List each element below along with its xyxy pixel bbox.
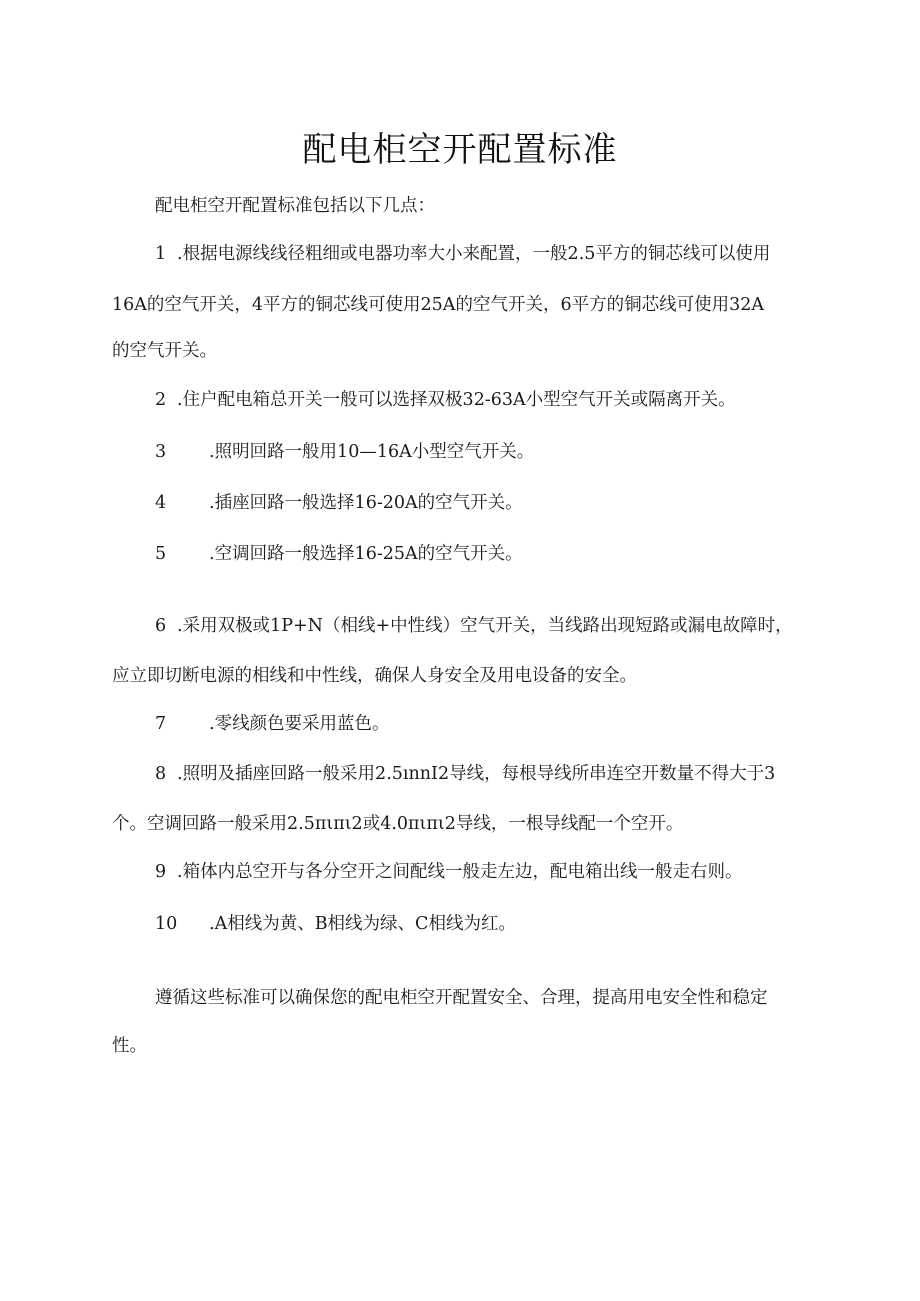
page-title: 配电柜空开配置标准: [302, 130, 618, 170]
list-item-5: [155, 541, 523, 567]
item-text: .插座回路一般选择16-20A的空气开关。: [209, 493, 523, 513]
item-text: .零线颜色要采用蓝色。: [209, 714, 390, 734]
item-text: .A相线为黄、B相线为绿、C相线为红。: [209, 914, 516, 934]
list-item-8: [155, 761, 775, 787]
item-number: 9: [155, 862, 167, 882]
item-8-continuation: 个。空调回路一般采用2.5πιπι2或4.0πιπι2导线，一根导线配一个空开。: [112, 814, 684, 834]
list-item-7: [155, 711, 390, 737]
list-item-9: [155, 859, 743, 885]
item-text: .照明回路一般用10—16A小型空气开关。: [209, 442, 535, 462]
list-item-1: [155, 241, 770, 267]
item-text: .住户配电箱总开关一般可以选择双极32-63A小型空气开关或隔离开关。: [177, 390, 736, 410]
item-6-continuation: 应立即切断电源的相线和中性线，确保人身安全及用电设备的安全。: [112, 666, 637, 686]
item-1-continuation: 16A的空气开关，4平方的铜芯线可使用25A的空气开关，6平方的铜芯线可使用32A: [112, 295, 764, 315]
item-text: .照明及插座回路一般采用2.5ınnI2导线，每根导线所串连空开数量不得大于3: [177, 764, 776, 784]
list-item-3: [155, 439, 534, 465]
item-text: .根据电源线线径粗细或电器功率大小来配置，一般2.5平方的铜芯线可以使用: [177, 244, 771, 264]
item-number: 7: [155, 714, 167, 734]
item-text: .空调回路一般选择16-25A的空气开关。: [209, 544, 523, 564]
item-number: 2: [155, 390, 167, 410]
list-item-2: [155, 387, 736, 413]
conclusion-continuation: 性。: [112, 1036, 147, 1056]
item-number: 3: [155, 442, 167, 462]
item-text: .采用双极或1P+N（相线+中性线）空气开关，当线路出现短路或漏电故障时，: [177, 616, 793, 636]
item-number: 10: [155, 914, 178, 934]
list-item-6: [155, 613, 793, 639]
item-number: 6: [155, 616, 167, 636]
list-item-4: [155, 490, 523, 516]
intro-text: 配电柜空开配置标准包括以下几点：: [155, 196, 435, 216]
conclusion-text: 遵循这些标准可以确保您的配电柜空开配置安全、合理，提高用电安全性和稳定: [155, 988, 768, 1008]
item-number: 8: [155, 764, 167, 784]
item-1-continuation: 的空气开关。: [112, 341, 217, 361]
item-number: 4: [155, 493, 167, 513]
item-text: .箱体内总空开与各分空开之间配线一般走左边，配电箱出线一般走右则。: [177, 862, 743, 882]
item-number: 1: [155, 244, 167, 264]
item-number: 5: [155, 544, 167, 564]
list-item-10: [155, 911, 516, 937]
